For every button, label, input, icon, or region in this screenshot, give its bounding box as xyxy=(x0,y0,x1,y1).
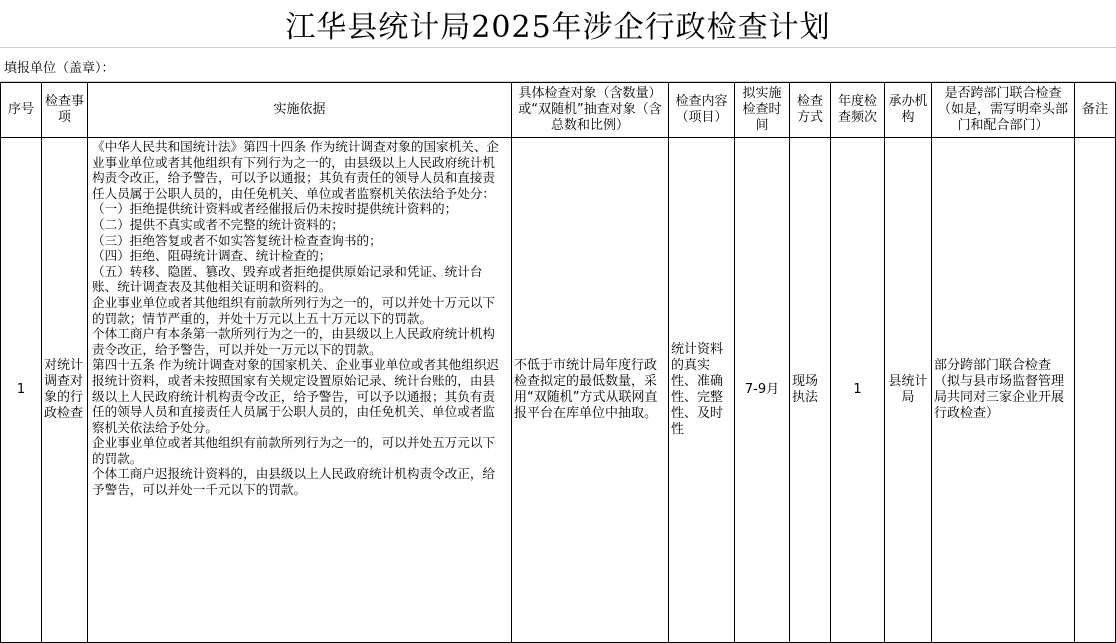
basis-paragraph: （三）拒绝答复或者不如实答复统计检查查询书的； xyxy=(92,232,382,248)
basis-paragraph: 《中华人民共和国统计法》第四十四条 作为统计调查对象的国家机关、企业事业单位或者其他组织有下列行为之一的，由县级以上人民政府统计机构责令改正，给予警告，可以予以通报；其负有责任的领导人员和直接责任人员属于公职人员的，由任免机关、单位或者监察机关依法给予处分： xyxy=(92,139,500,201)
cell-method: 现场执法 xyxy=(790,138,831,643)
basis-paragraph: （二）提供不真实或者不完整的统计资料的； xyxy=(92,216,344,232)
page-title: 江华县统计局2025年涉企行政检查计划 xyxy=(285,10,831,45)
header-item: 检查事项 xyxy=(42,83,88,138)
basis-paragraph: 第四十五条 作为统计调查对象的国家机关、企业事业单位或者其他组织迟报统计资料，或者未按照国家有关规定设置原始记录、统计台账的，由县级以上人民政府统计机构责令改正，给予警告，可以予以通报；其负有责任的领导人员和直接责任人员属于公职人员的，由任免机关、单位或者监察机关依法给予处分。 xyxy=(92,357,500,435)
inspection-plan-table xyxy=(0,82,1116,643)
cell-item: 对统计调查对象的行政检查 xyxy=(42,138,88,643)
header-remark: 备注 xyxy=(1075,83,1116,138)
basis-paragraph: 企业事业单位或者其他组织有前款所列行为之一的，可以并处五万元以下的罚款。 xyxy=(92,435,495,466)
fill-unit-label: 填报单位（盖章）： xyxy=(4,61,115,76)
cell-seq: 1 xyxy=(1,138,42,643)
header-basis: 实施依据 xyxy=(88,83,512,138)
basis-paragraph: （一）拒绝提供统计资料或者经催报后仍未按时提供统计资料的； xyxy=(92,201,458,217)
table-header-row xyxy=(1,83,1116,138)
table-row xyxy=(1,138,1116,643)
basis-paragraph: （四）拒绝、阻碍统计调查、统计检查的； xyxy=(92,248,332,264)
divider xyxy=(0,47,1116,48)
cell-target: 不低于市统计局年度行政检查拟定的最低数量，采用“双随机”方式从联网直报平台在库单位中抽取。 xyxy=(512,138,669,643)
cell-basis xyxy=(88,138,512,643)
header-frequency: 年度检查频次 xyxy=(831,83,885,138)
header-agency: 承办机构 xyxy=(885,83,932,138)
basis-paragraph: 个体工商户迟报统计资料的，由县级以上人民政府统计机构责令改正，给予警告，可以并处一千元以下的罚款。 xyxy=(92,466,495,498)
header-joint: 是否跨部门联合检查（如是，需写明牵头部门和配合部门） xyxy=(932,83,1075,138)
basis-paragraph: （五）转移、隐匿、篡改、毁弃或者拒绝提供原始记录和凭证、统计台账、统计调查表及其他相关证明和资料的。 xyxy=(92,263,483,295)
header-method: 检查方式 xyxy=(790,83,831,138)
cell-joint: 部分跨部门联合检查（拟与县市场监督管理局共同对三家企业开展行政检查） xyxy=(932,138,1075,643)
header-target: 具体检查对象（含数量）或“双随机”抽查对象（含总数和比例） xyxy=(512,83,669,138)
cell-agency: 县统计局 xyxy=(885,138,932,643)
header-content: 检查内容（项目） xyxy=(669,83,735,138)
header-seq: 序号 xyxy=(1,83,42,138)
cell-content: 统计资料的真实性、准确性、完整性、及时性 xyxy=(669,138,735,643)
cell-remark xyxy=(1075,138,1116,643)
basis-paragraph: 个体工商户有本条第一款所列行为之一的，由县级以上人民政府统计机构责令改正，给予警告，可以并处一万元以下的罚款。 xyxy=(92,326,495,357)
cell-time: 7-9月 xyxy=(735,138,790,643)
header-time: 拟实施检查时间 xyxy=(735,83,790,138)
basis-paragraph: 企业事业单位或者其他组织有前款所列行为之一的，可以并处十万元以下的罚款；情节严重的，并处十万元以上五十万元以下的罚款。 xyxy=(92,294,495,326)
cell-frequency: 1 xyxy=(831,138,885,643)
